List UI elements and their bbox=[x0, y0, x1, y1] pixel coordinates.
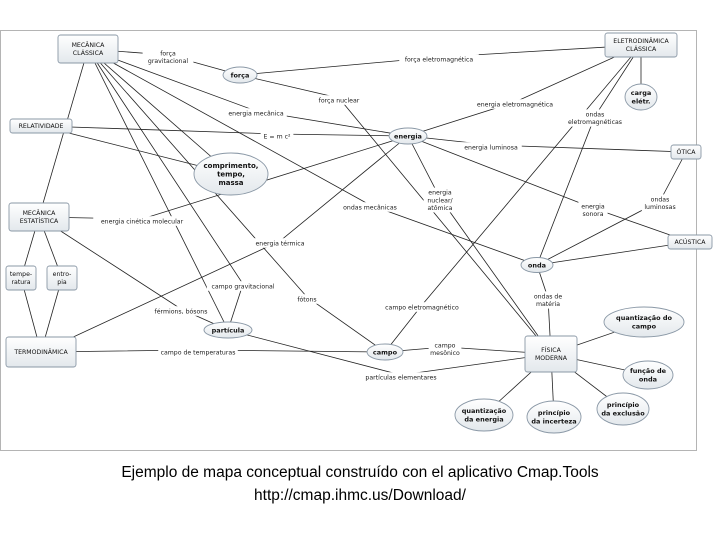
node-quantizacao-energia bbox=[455, 399, 513, 431]
node-label: campo bbox=[631, 322, 657, 331]
node-label: elétr. bbox=[631, 97, 651, 106]
node-relatividade bbox=[10, 119, 72, 133]
node-quantizacao-campo bbox=[604, 307, 684, 337]
link-label-particulas-elementares bbox=[359, 372, 442, 382]
link-label-text: nuclear/ bbox=[427, 197, 453, 205]
node-label: princípio bbox=[606, 401, 640, 410]
node-fisica-moderna bbox=[525, 336, 577, 372]
node-comprimento bbox=[194, 153, 268, 195]
node-label: CLÁSSICA bbox=[625, 46, 657, 53]
node-label: ratura bbox=[11, 279, 31, 286]
node-label: da incerteza bbox=[531, 417, 577, 426]
link-label-text: ondas bbox=[650, 196, 670, 204]
link-label-text: campo eletromagnético bbox=[385, 304, 459, 312]
link-label-text: E = m c² bbox=[263, 133, 291, 141]
node-label: MECÂNICA bbox=[22, 210, 56, 218]
link-line bbox=[88, 49, 385, 352]
link-label-forca-gravitacional bbox=[143, 48, 194, 65]
link-label-text: ondas de bbox=[533, 293, 563, 301]
node-label: comprimento, bbox=[203, 161, 259, 170]
node-label: entro- bbox=[52, 271, 72, 279]
link-label-text: eletromagnéticas bbox=[568, 119, 622, 127]
link-label-energia-nuclear bbox=[424, 188, 457, 213]
node-label: tempe- bbox=[9, 271, 33, 279]
node-mecanica-estatistica bbox=[9, 203, 69, 231]
caption-title: Ejemplo de mapa conceptual construído con el aplicativo Cmap.Tools bbox=[121, 464, 599, 481]
link-label-text: partículas elementares bbox=[365, 374, 437, 382]
link-line bbox=[41, 126, 408, 136]
node-label: princípio bbox=[537, 409, 571, 418]
node-label: força bbox=[230, 71, 250, 80]
link-label-fotons bbox=[294, 294, 320, 304]
concept-nodes bbox=[6, 33, 712, 433]
link-label-energia-eletromagnetica bbox=[472, 99, 559, 109]
node-label: MECÂNICA bbox=[71, 42, 105, 50]
node-label: ACÚSTICA bbox=[674, 239, 706, 247]
link-label-text: gravitacional bbox=[147, 58, 189, 66]
link-label-text: férmions, bósons bbox=[154, 308, 208, 316]
link-label-text: campo bbox=[434, 342, 456, 350]
node-termodinamica bbox=[6, 337, 76, 367]
node-label: RELATIVIDADE bbox=[18, 123, 64, 131]
node-forca bbox=[223, 67, 257, 83]
caption-url[interactable]: http://cmap.ihmc.us/Download/ bbox=[254, 487, 466, 504]
link-label-campo-mesonico bbox=[429, 340, 462, 357]
node-otica bbox=[671, 145, 701, 159]
link-label-text: mesônico bbox=[430, 350, 460, 358]
link-label-fermions-bosons bbox=[150, 306, 212, 316]
link-label-text: sonora bbox=[582, 211, 604, 219]
link-label-forca-nuclear bbox=[314, 95, 365, 105]
link-label-forca-eletromagnetica bbox=[399, 54, 479, 64]
node-label: ESTATÍSTICA bbox=[19, 218, 59, 225]
link-label-energia-luminosa bbox=[460, 142, 522, 152]
node-label: CLÁSSICA bbox=[72, 50, 104, 57]
link-label-text: energia eletromagnética bbox=[476, 101, 554, 109]
node-label: onda bbox=[638, 375, 658, 384]
link-label-text: força eletromagnética bbox=[404, 56, 474, 64]
link-line bbox=[88, 49, 537, 265]
link-labels bbox=[93, 48, 678, 384]
link-label-campo-gravitacional bbox=[207, 281, 279, 291]
link-label-text: atômica bbox=[427, 204, 453, 212]
node-label: onda bbox=[527, 261, 547, 270]
node-energia bbox=[389, 128, 427, 144]
node-mecanica-classica bbox=[58, 35, 118, 63]
node-particula bbox=[204, 322, 252, 338]
map-frame bbox=[1, 31, 697, 451]
link-label-text: força nuclear bbox=[318, 97, 360, 105]
link-label-text: energia bbox=[581, 203, 605, 211]
node-label: da exclusão bbox=[601, 409, 645, 418]
node-principio-incerteza bbox=[527, 401, 581, 433]
node-label: quantização bbox=[461, 407, 507, 416]
node-label: energia bbox=[394, 132, 422, 141]
link-label-ondas-materia bbox=[532, 291, 565, 308]
link-label-energia-mecanica bbox=[225, 108, 287, 118]
link-label-text: energia bbox=[428, 189, 452, 197]
link-label-e-mc2 bbox=[261, 131, 294, 141]
link-line bbox=[88, 49, 231, 174]
node-label: quantização do bbox=[616, 314, 672, 323]
link-label-text: ondas bbox=[585, 111, 605, 119]
link-label-text: campo de temperaturas bbox=[160, 349, 236, 357]
node-label: massa bbox=[218, 179, 244, 188]
node-carga bbox=[625, 84, 657, 110]
link-label-text: luminosas bbox=[644, 204, 676, 212]
link-label-campo-temperaturas bbox=[158, 347, 238, 357]
node-label: TERMODINÂMICA bbox=[14, 349, 68, 357]
link-label-text: matéria bbox=[535, 301, 561, 309]
link-label-energia-sonora bbox=[578, 201, 607, 218]
link-line bbox=[537, 45, 641, 265]
link-line bbox=[408, 136, 551, 354]
node-label: FÍSICA bbox=[541, 347, 561, 355]
node-onda bbox=[521, 258, 553, 273]
node-label: função de bbox=[629, 367, 667, 376]
node-label: partícula bbox=[211, 326, 245, 335]
node-eletrodinamica-classica bbox=[605, 33, 677, 57]
link-label-text: energia luminosa bbox=[464, 144, 518, 152]
link-label-text: campo gravitacional bbox=[211, 283, 275, 291]
link-label-energia-cinetica bbox=[93, 216, 190, 226]
link-label-text: ondas mecânicas bbox=[343, 204, 397, 212]
link-label-ondas-luminosas bbox=[642, 194, 678, 211]
link-label-campo-eletromagnetico bbox=[382, 302, 462, 312]
node-entropia bbox=[47, 266, 77, 290]
node-label: campo bbox=[372, 348, 398, 357]
link-label-text: energia cinética molecular bbox=[100, 218, 184, 226]
link-line bbox=[408, 136, 686, 152]
node-funcao-onda bbox=[623, 361, 673, 389]
node-label: da energia bbox=[464, 415, 504, 424]
node-label: pia bbox=[57, 279, 67, 286]
node-label: ELETRODINÂMICA bbox=[613, 38, 669, 46]
node-label: MODERNA bbox=[534, 355, 568, 362]
link-label-ondas-mecanicas bbox=[341, 202, 399, 212]
node-label: tempo, bbox=[217, 170, 245, 179]
link-label-energia-termica bbox=[251, 238, 309, 248]
link-label-text: fótons bbox=[297, 296, 317, 304]
node-campo bbox=[367, 344, 403, 360]
link-label-text: força bbox=[160, 50, 176, 58]
node-temperatura bbox=[6, 266, 36, 290]
link-label-text: energia mecânica bbox=[228, 110, 284, 118]
node-label: ÓTICA bbox=[676, 149, 696, 157]
node-acustica bbox=[668, 235, 712, 249]
link-label-text: energia térmica bbox=[255, 240, 305, 248]
node-principio-exclusao bbox=[597, 393, 649, 425]
node-label: carga bbox=[630, 89, 652, 98]
link-label-ondas-eletromagneticas bbox=[564, 109, 626, 126]
